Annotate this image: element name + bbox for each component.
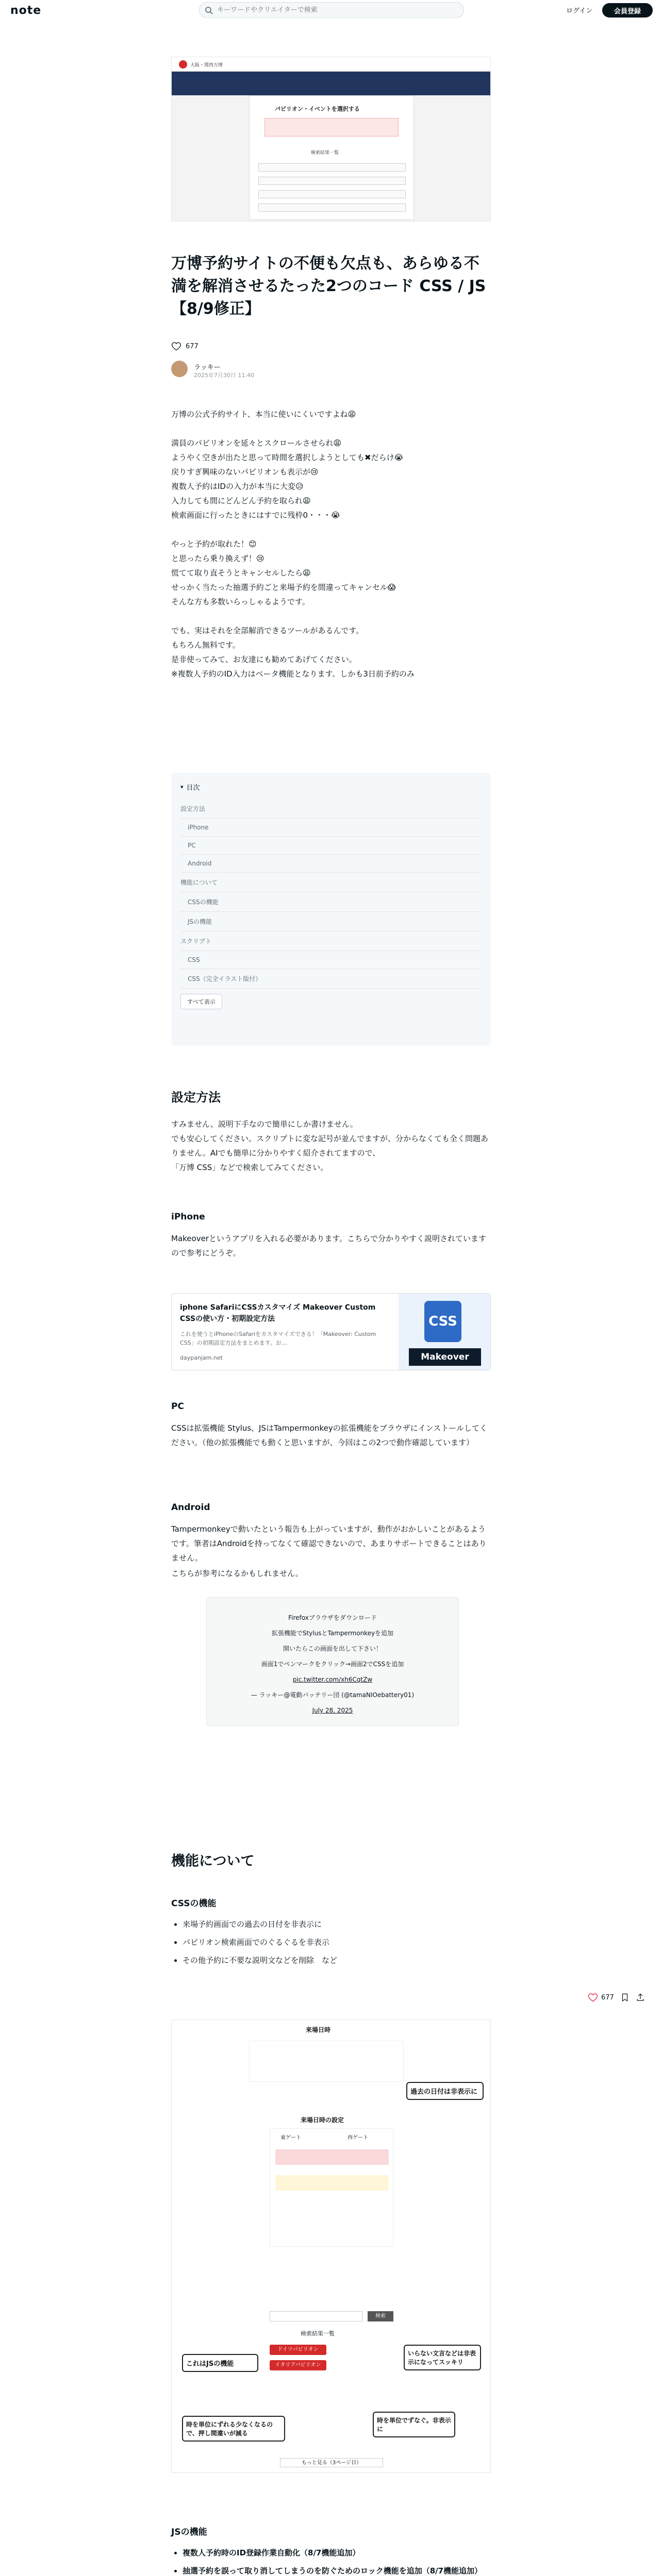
pc-heading: PC <box>171 1401 184 1412</box>
pavilion-item[interactable]: イタリアパビリオン <box>270 2360 326 2370</box>
features-heading: 機能について <box>171 1853 255 1869</box>
intro-line: 満員のパビリオンを延々とスクロールさせられ😩 <box>171 438 342 448</box>
more-button[interactable]: もっと見る（3ページ目） <box>280 2458 383 2467</box>
avatar[interactable] <box>171 361 188 377</box>
hero-alert <box>264 118 399 137</box>
hero-row <box>258 190 406 198</box>
intro-line: 複数人予約はIDの入力が本当に大変😥 <box>171 482 304 491</box>
note-heart: 時を単位でずなぐ。非表示に <box>373 2412 455 2437</box>
intro-line <box>171 609 491 623</box>
makeover-banner: Makeover <box>409 1348 481 1366</box>
link-card[interactable] <box>171 1293 491 1370</box>
tweet-line: Firefoxブラウザをダウンロード <box>288 1614 377 1621</box>
author-name[interactable]: ラッキー <box>194 364 221 371</box>
heart-icon[interactable] <box>171 341 181 351</box>
hero-screenshot <box>171 57 491 222</box>
note-drag: 時を単位にずれる少なくなるので、押し間違いが減る <box>182 2416 285 2442</box>
site-header <box>0 0 662 21</box>
list-item: • 複数人予約時のID登録作業自動化（8/7機能追加） <box>183 2545 491 2561</box>
intro-line: そんな方も多数いらっしゃるようです。 <box>171 597 310 606</box>
list-item: • パビリオン検索画面でのぐるぐるを非表示 <box>183 1935 491 1951</box>
tweet-date[interactable]: July 28, 2025 <box>312 1707 353 1714</box>
tweet-line: 拡張機能でStylusとTampermonkeyを追加 <box>271 1630 394 1637</box>
pavilion-item[interactable]: ドイツパビリオン <box>270 2345 326 2355</box>
intro-line: ようやく空きが出たと思って時間を選択しようとしても✖だらけ😭 <box>171 453 404 462</box>
toc-item[interactable]: 機能について <box>180 873 482 892</box>
card-desc: これを使うとiPhoneのSafariをカスタマイズできる！「Makeover: Custom CSS」の初期設定方法をまとめます。お… <box>180 1331 376 1346</box>
intro-line: 慌てて取り直そうとキャンセルしたら😩 <box>171 568 311 578</box>
post-date: 2025年7月30日 11:40 <box>194 372 255 379</box>
toc-title: 目次 <box>186 784 200 792</box>
signup-button[interactable]: 会員登録 <box>602 3 653 18</box>
tweet-link[interactable]: pic.twitter.com/xh6CqtZw <box>292 1676 373 1683</box>
setup-text <box>171 1117 491 1175</box>
setup-heading: 設定方法 <box>171 1090 221 1105</box>
tweet-author: — ラッキー@電動バッテリー団 (@tamaNIOebattery01) <box>251 1691 415 1699</box>
card-title: iphone SafariにCSSカスタマイズ Makeover Custom CSSの使い方・初期設定方法 <box>180 1303 376 1323</box>
chevron-down-icon: ▾ <box>180 784 184 790</box>
intro-line: もちろん無料です。 <box>171 640 240 650</box>
toc-item[interactable]: CSSの機能 <box>180 892 482 912</box>
note-logo[interactable]: note <box>10 4 42 17</box>
intro-line: 入力しても間にどんどん予約を取られ😩 <box>171 496 311 505</box>
android-text-2: こちらが参考になるかもしれません。 <box>171 1569 303 1578</box>
card-thumbnail <box>399 1294 491 1370</box>
intro-line: やっと予約が取れた！😊 <box>171 539 257 549</box>
list-item: • 来場予約画面での過去の日付を非表示に <box>183 1917 491 1933</box>
hero-row <box>258 204 406 212</box>
list-item: • その他予約に不要な説明文などを削除 など <box>183 1953 491 1969</box>
gate-table <box>270 2128 393 2247</box>
calendar-title: 来場日時 <box>306 2026 331 2033</box>
search-icon <box>205 6 213 14</box>
card-domain: daypanjam.net <box>180 1354 223 1361</box>
intro-line: 万博の公式予約サイト、本当に使いにくいですよね😩 <box>171 410 356 419</box>
note-past-dates: 過去の日付は非表示に <box>406 2082 484 2100</box>
list-item: • 抽選予約を誤って取り消してしまうのを防ぐためのロック機能を追加（8/7機能追加） <box>183 2563 491 2576</box>
table-of-contents <box>171 773 491 1046</box>
iphone-text: Makeoverというアプリを入れる必要があります。こちらで分かりやすく説明されていますので参考にどうぞ。 <box>171 1234 487 1258</box>
pavilion-search-box[interactable] <box>270 2311 362 2321</box>
note-css-clean: いらない文言などは非表示になってスッキリ <box>404 2345 481 2370</box>
js-feature-list <box>171 2545 491 2576</box>
intro-line <box>171 421 491 436</box>
like-count: 677 <box>186 342 198 350</box>
intro-line: でも、実はそれを全部解消できるツールがあるんです。 <box>171 626 364 635</box>
hero-row <box>258 177 406 185</box>
calendar-grid <box>249 2041 404 2082</box>
tweet-embed[interactable] <box>206 1597 459 1726</box>
action-like-count: 677 <box>601 1993 614 2002</box>
intro-line: 戻りすぎ興味のないパビリオンも表示が😢 <box>171 467 319 477</box>
toc-header[interactable] <box>180 782 482 792</box>
hero-page-title: パビリオン・イベントを選択する <box>275 106 360 112</box>
android-heading: Android <box>171 1502 210 1513</box>
action-bar <box>588 1990 660 2005</box>
ticket-row[interactable] <box>275 2149 389 2165</box>
toc-expand-button[interactable]: すべて表示 <box>180 994 222 1009</box>
calendar-heading-2: 来場日時の設定 <box>301 2116 344 2124</box>
intro-line: ※複数人予約のID入力はベータ機能となります。しかも3日前予約のみ <box>171 669 415 679</box>
share-icon[interactable] <box>636 1993 645 2002</box>
toc-item[interactable]: 設定方法 <box>180 799 482 819</box>
toc-list <box>180 799 482 989</box>
search-box[interactable] <box>199 2 464 18</box>
toc-item[interactable]: スクリプト <box>180 931 482 951</box>
login-link[interactable]: ログイン <box>566 7 593 15</box>
toc-item[interactable]: Android <box>180 855 482 873</box>
intro-line: 検索画面に行ったときにはすでに残枠0・・・😭 <box>171 511 340 520</box>
like-row <box>171 340 491 352</box>
css-feature-list <box>171 1917 491 1971</box>
note-js-feature: これはJSの機能 <box>182 2354 258 2372</box>
tweet-line: 画面1でペンマークをクリック→画面2でCSSを追加 <box>261 1660 404 1668</box>
setup-para: すみません、説明下手なので簡単にしか書けません。 <box>171 1120 358 1129</box>
heart-icon[interactable] <box>588 1992 598 2003</box>
hero-sub-title: 検索結果一覧 <box>311 150 339 156</box>
toc-item[interactable]: iPhone <box>180 819 482 837</box>
author-row <box>171 361 491 381</box>
hero-row <box>258 163 406 172</box>
setup-para: でも安心してください。スクリプトに変な記号が並んでますが、分からなくても全く問題ありません。AIでも簡単に分かりやすく紹介されてますので、 <box>171 1134 489 1158</box>
search-result-label: 検索結果一覧 <box>301 2330 335 2337</box>
bookmark-icon[interactable] <box>620 1993 630 2002</box>
search-button[interactable]: 検索 <box>368 2311 393 2321</box>
gate-col-west: 西ゲート <box>347 2135 368 2141</box>
article-title: 万博予約サイトの不便も欠点も、あらゆる不満を解消させるたった2つのコード CSS / JS【8/9修正】 <box>171 255 486 318</box>
toc-item[interactable]: CSS（完全イラスト版付） <box>180 969 482 989</box>
calendar-screenshot <box>171 2020 491 2473</box>
intro-line: と思ったら乗り換えず！😢 <box>171 554 264 563</box>
ticket-row[interactable] <box>275 2175 389 2191</box>
intro-line: せっかく当たった抽選予約ごと来場予約を間違ってキャンセル😱 <box>171 583 396 592</box>
expo-site-label: 大阪・関西万博 <box>190 63 223 68</box>
pc-text: CSSは拡張機能 Stylus、JSはTampermonkeyの拡張機能をブラウザにインストールしてください。（他の拡張機能でも動くと思いますが、今回はこの2つで動作確認しています） <box>171 1423 487 1447</box>
js-heading: JSの機能 <box>171 2527 207 2537</box>
search-input[interactable] <box>217 6 444 14</box>
toc-item[interactable]: JSの機能 <box>180 912 482 931</box>
tweet-line: 開いたらこの画面を出して下さい！ <box>283 1645 382 1652</box>
intro-line <box>171 522 491 537</box>
toc-item[interactable]: PC <box>180 837 482 855</box>
css-heading: CSSの機能 <box>171 1899 217 1909</box>
android-text: Tampermonkeyで動いたという報告も上がっていますが、動作がおかしいことがあるようです。筆者はAndroidを持ってなくて確認できないので、あまりサポートできることはありません。 <box>171 1524 487 1563</box>
intro-line: 是非使ってみて、お友達にも勧めてあげてください。 <box>171 655 357 664</box>
toc-item[interactable]: CSS <box>180 951 482 969</box>
expo-logo <box>179 60 187 69</box>
iphone-heading: iPhone <box>171 1212 205 1222</box>
setup-para: 「万博 CSS」などで検索してみてください。 <box>171 1163 328 1172</box>
gate-col-east: 東ゲート <box>280 2135 301 2141</box>
intro-text <box>171 407 491 681</box>
css-logo-icon: CSS <box>424 1301 461 1342</box>
